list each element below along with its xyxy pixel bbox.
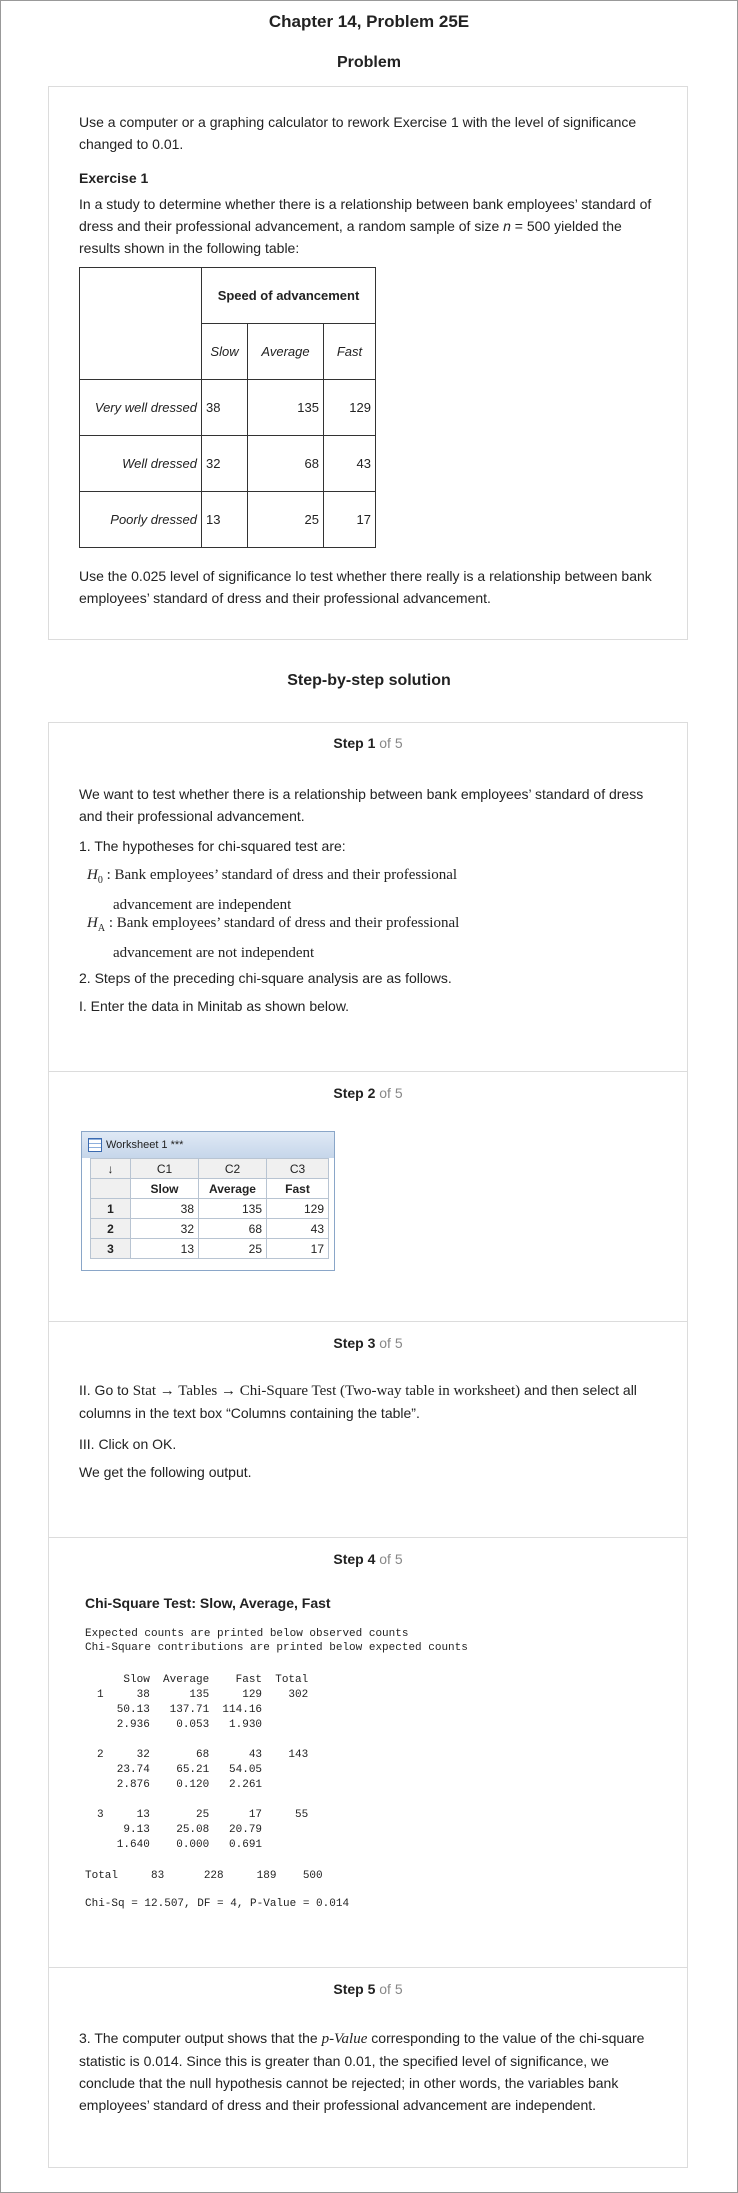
exercise-text-part: = 500 yielded the results shown in the following table: <box>79 218 622 256</box>
table-cell: 68 <box>248 436 324 492</box>
h0-subscript: 0 <box>97 875 103 886</box>
step3-paragraph: III. Click on OK. <box>79 1436 177 1452</box>
step3-paragraph: We get the following output. <box>79 1464 252 1480</box>
ha-text: Bank employees’ standard of dress and their professional <box>116 915 460 931</box>
step-label-text: Step 3 <box>333 1335 376 1351</box>
ha-symbol: H <box>87 915 98 931</box>
worksheet-grid-icon <box>88 1138 102 1152</box>
table-cell: 13 <box>202 492 248 548</box>
step-divider <box>49 1071 687 1072</box>
row-label: Well dressed <box>80 436 202 492</box>
p-value-term: p-Value <box>321 2031 368 2047</box>
worksheet-cell: 135 <box>199 1199 267 1219</box>
step1-paragraph: We want to test whether there is a relationship between bank employees’ standard of dress and their professional advancement. <box>79 786 644 824</box>
step-label-text: Step 5 <box>333 1981 376 1997</box>
table-cell: 135 <box>248 380 324 436</box>
step-count-text: of 5 <box>379 1981 403 1997</box>
step-1-label <box>49 735 687 751</box>
output-table: Slow Average Fast Total 1 38 135 129 302 50.13 137.71 114.16 2.936 0.053 1.930 2 32 68 43 143 23.74 65.21 54.05 2.876 0.120 2.261 3 13 25 17 55 9.13 25.08 20.79 1.640 0.000 0.691 <box>97 1674 309 1851</box>
column-id: C1 <box>131 1159 199 1179</box>
h0-text: advancement are independent <box>113 897 292 913</box>
step-count-text: of 5 <box>379 1085 403 1101</box>
problem-card <box>48 86 688 640</box>
column-header: Fast <box>324 324 376 380</box>
step5-paragraph <box>79 2027 664 2116</box>
row-number: 3 <box>91 1239 131 1259</box>
column-id: C2 <box>199 1159 267 1179</box>
row-label: Very well dressed <box>80 380 202 436</box>
row-label: Poorly dressed <box>80 492 202 548</box>
step-count-text: of 5 <box>379 1335 403 1351</box>
step3-text: and then select all columns in the text box “Columns containing the table”. <box>79 1382 637 1421</box>
worksheet-title: Worksheet 1 *** <box>106 1139 184 1151</box>
h0-symbol: H <box>87 867 98 883</box>
exercise-n: n <box>503 218 511 234</box>
step-label-text: Step 2 <box>333 1085 376 1101</box>
step-2-label <box>49 1085 687 1101</box>
output-note: Expected counts are printed below observed counts <box>85 1628 409 1640</box>
step-5-label <box>49 1981 687 1997</box>
step-count-text: of 5 <box>379 735 403 751</box>
worksheet-cell: 43 <box>267 1219 329 1239</box>
exercise-table <box>79 267 376 548</box>
step-count-text: of 5 <box>379 1551 403 1567</box>
minitab-menu-path: Stat → Tables → Chi-Square Test (Two-way table in worksheet) <box>132 1383 521 1399</box>
table-cell: 43 <box>324 436 376 492</box>
worksheet-cell: 25 <box>199 1239 267 1259</box>
worksheet-cell: 17 <box>267 1239 329 1259</box>
step5-text: corresponding to the value of the chi-square statistic is 0.014. Since this is greater than 0.01, the specified level of significance, we conclude that the null hypothesis cannot be rejected; in other words, the variables bank employees’ standard of dress and their professional advancement are independent. <box>79 2030 645 2113</box>
arrow-down-icon: ↓ <box>91 1159 131 1179</box>
output-chisq: Chi-Sq = 12.507, DF = 4, P-Value = 0.014 <box>85 1898 350 1910</box>
header-spacer <box>91 1179 131 1199</box>
table-cell: 25 <box>248 492 324 548</box>
step1-paragraph: I. Enter the data in Minitab as shown below. <box>79 998 350 1014</box>
worksheet-cell: 38 <box>131 1199 199 1219</box>
step5-text: 3. The computer output shows that the <box>79 2030 322 2046</box>
step-4-label <box>49 1551 687 1567</box>
exercise-text-part: In a study to determine whether there is a relationship between bank employees’ standard of dress and their professional advancement, a random sample of size <box>79 196 652 234</box>
worksheet-cell: 129 <box>267 1199 329 1219</box>
page-title: Chapter 14, Problem 25E <box>268 12 470 31</box>
column-name: Slow <box>131 1179 199 1199</box>
step-label-text: Step 4 <box>333 1551 376 1567</box>
exercise-text <box>79 193 664 259</box>
worksheet-cell: 13 <box>131 1239 199 1259</box>
worksheet-cell: 32 <box>131 1219 199 1239</box>
step-divider <box>49 1321 687 1322</box>
table-cell: 129 <box>324 380 376 436</box>
row-number: 1 <box>91 1199 131 1219</box>
column-name: Fast <box>267 1179 329 1199</box>
output-total: Total 83 228 189 500 <box>85 1870 323 1882</box>
solution-heading: Step-by-step solution <box>287 672 451 689</box>
null-hypothesis: $H_0$ : Bank employees’ standard of dress and their professional advancement are independent <box>87 867 458 913</box>
step-divider <box>49 1967 687 1968</box>
table-cell: 32 <box>202 436 248 492</box>
worksheet-titlebar <box>82 1132 334 1158</box>
table-cell: 38 <box>202 380 248 436</box>
table-corner <box>80 268 202 380</box>
problem-closing: Use the 0.025 level of significance lo test whether there really is a relationship between bank employees’ standard of dress and their professional advancement. <box>79 568 652 606</box>
worksheet-grid <box>90 1158 329 1259</box>
solution-card <box>48 722 688 2168</box>
worksheet-cell: 68 <box>199 1219 267 1239</box>
ha-text: advancement are not independent <box>113 945 315 961</box>
exercise-label: Exercise 1 <box>79 170 149 186</box>
table-cell: 17 <box>324 492 376 548</box>
ha-subscript: A <box>97 923 106 934</box>
step1-paragraph: 1. The hypotheses for chi-squared test are: <box>79 838 346 854</box>
column-header: Average <box>248 324 324 380</box>
step-divider <box>49 1537 687 1538</box>
h0-text: Bank employees’ standard of dress and their professional <box>114 867 458 883</box>
step-label-text: Step 1 <box>333 735 376 751</box>
problem-intro: Use a computer or a graphing calculator to rework Exercise 1 with the level of significance changed to 0.01. <box>79 114 637 152</box>
output-note: Chi-Square contributions are printed below expected counts <box>85 1642 468 1654</box>
alt-hypothesis: $H_A$ : Bank employees’ standard of dress and their professional advancement are not independent <box>87 915 460 961</box>
column-header: Slow <box>202 324 248 380</box>
step3-paragraph <box>79 1379 664 1424</box>
column-id: C3 <box>267 1159 329 1179</box>
minitab-worksheet <box>81 1131 335 1271</box>
row-number: 2 <box>91 1219 131 1239</box>
step3-text: II. Go to <box>79 1382 133 1398</box>
output-heading: Chi-Square Test: Slow, Average, Fast <box>85 1595 331 1611</box>
step1-paragraph: 2. Steps of the preceding chi-square analysis are as follows. <box>79 970 452 986</box>
column-name: Average <box>199 1179 267 1199</box>
problem-heading: Problem <box>336 54 401 71</box>
step-3-label <box>49 1335 687 1351</box>
table-group-header: Speed of advancement <box>202 268 376 324</box>
